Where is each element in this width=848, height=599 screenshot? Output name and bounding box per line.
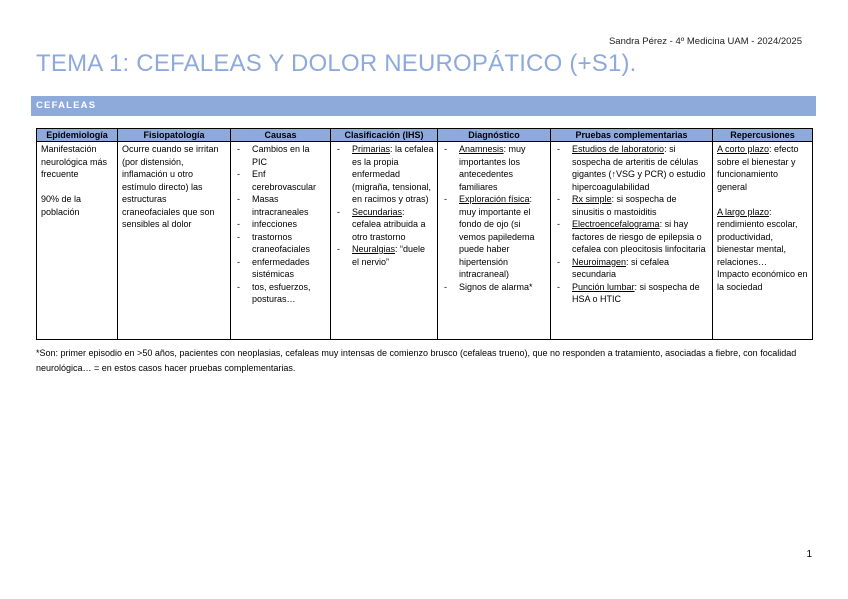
cell-repercusiones	[713, 142, 813, 340]
epidemiologia-text-1: Manifestación neurológica más frecuente	[41, 144, 108, 179]
term: Exploración física	[459, 194, 530, 204]
cell-clasificacion	[331, 142, 438, 340]
term: Primarias	[352, 144, 391, 154]
diagnostico-list	[442, 143, 547, 293]
list-item: - Masas intracraneales	[235, 193, 327, 218]
term: Estudios de laboratorio	[572, 144, 665, 154]
repercusiones-corto	[717, 143, 809, 193]
epidemiologia-text-2: 90% de la población	[41, 194, 82, 217]
term: Neuroimagen	[572, 256, 627, 267]
repercusiones-largo	[717, 206, 809, 269]
cell-pruebas	[551, 142, 713, 340]
list-item	[555, 193, 709, 218]
term-text: : rendimiento escolar, productividad, bienestar mental, relaciones…	[717, 206, 798, 267]
list-item	[555, 281, 709, 306]
section-header: CEFALEAS	[31, 96, 816, 116]
page-title: TEMA 1: CEFALEAS Y DOLOR NEUROPÁTICO (+S1).	[36, 50, 637, 77]
term-text: : si hay factores de riesgo de epilepsia o cefalea con pleocitosis linfocitaria	[572, 219, 706, 254]
causas-list	[235, 143, 327, 306]
list-item: - Cambios en la PIC	[235, 143, 327, 168]
footnote: *Son: primer episodio en >50 años, pacientes con neoplasias, cefaleas muy intensas de comienzo brusco (cefaleas trueno), que no responden a tratamiento, asociadas a fiebre, con focalidad neurológica… = en estos casos hacer pruebas complementarias.	[36, 348, 797, 373]
list-item	[335, 143, 434, 206]
term-text: : cefalea atribuida a otro trastorno	[352, 206, 426, 242]
term-text: : si cefalea secundaria	[572, 256, 670, 279]
header-causas: Causas	[231, 129, 331, 142]
list-item	[555, 143, 709, 193]
list-item	[555, 256, 709, 281]
repercusiones-impacto: Impacto económico en la sociedad	[717, 269, 808, 292]
list-item: - Enf cerebrovascular	[235, 168, 327, 193]
term-text: : efecto sobre el bienestar y funcionamiento general	[717, 144, 799, 192]
cell-diagnostico	[438, 142, 551, 340]
term-text: : si sospecha de sinusitis o mastoiditis	[572, 194, 677, 217]
pruebas-list	[555, 143, 709, 306]
cell-epidemiologia	[37, 142, 118, 340]
term-text: : “duele el nervio”	[352, 244, 426, 267]
summary-table	[36, 128, 813, 340]
list-item	[335, 243, 434, 268]
list-item: - tos, esfuerzos, posturas…	[235, 281, 327, 306]
list-item: - enfermedades sistémicas	[235, 256, 327, 281]
term-text: : si sospecha de HSA o HTIC	[572, 281, 700, 304]
clasificacion-list	[335, 143, 434, 268]
list-item	[335, 206, 434, 244]
list-item: - infecciones	[235, 218, 327, 231]
term-text: : muy importante el fondo de ojo (si vemos papiledema puede haber hipertensión intracraneal)	[459, 194, 535, 279]
table-row	[37, 142, 813, 340]
header-note: Sandra Pérez - 4º Medicina UAM - 2024/2025	[608, 36, 802, 47]
term: Punción lumbar	[572, 281, 635, 292]
term: Anamnesis	[459, 144, 504, 154]
header-epidemiologia: Epidemiología	[37, 129, 118, 142]
term: Secundarias	[352, 206, 403, 217]
term-text: : si sospecha de arteritis de células gigantes (↑VSG y PCR) o estudio hipercoagulabilidad	[572, 144, 706, 192]
fisiopatologia-text: Ocurre cuando se irritan (por distensión, inflamación u otro estímulo directo) las estructuras craneofaciales que son sensibles al dolor	[122, 144, 219, 229]
list-item	[442, 281, 547, 294]
header-clasificacion: Clasificación (IHS)	[331, 129, 438, 142]
table-header-row	[37, 129, 813, 142]
term: Neuralgias	[352, 244, 396, 254]
list-item	[442, 193, 547, 281]
header-pruebas: Pruebas complementarias	[551, 129, 713, 142]
header-fisiopatologia: Fisiopatología	[118, 129, 231, 142]
term: Electroencefalograma	[572, 219, 660, 229]
cell-fisiopatologia	[118, 142, 231, 340]
cell-causas	[231, 142, 331, 340]
term: A largo plazo	[717, 206, 770, 217]
page-number: 1	[806, 549, 812, 560]
list-item: - trastornos craneofaciales	[235, 231, 327, 256]
term-text: Signos de alarma*	[459, 281, 533, 292]
header-diagnostico: Diagnóstico	[438, 129, 551, 142]
term: A corto plazo	[717, 144, 770, 154]
term: Rx simple	[572, 194, 612, 204]
term-text: : muy importantes los antecedentes familiares	[459, 144, 526, 192]
term-text: : la cefalea es la propia enfermedad (migraña, tensional, en racimos y otras)	[352, 144, 434, 204]
list-item	[442, 143, 547, 193]
header-repercusiones: Repercusiones	[713, 129, 813, 142]
list-item	[555, 218, 709, 256]
